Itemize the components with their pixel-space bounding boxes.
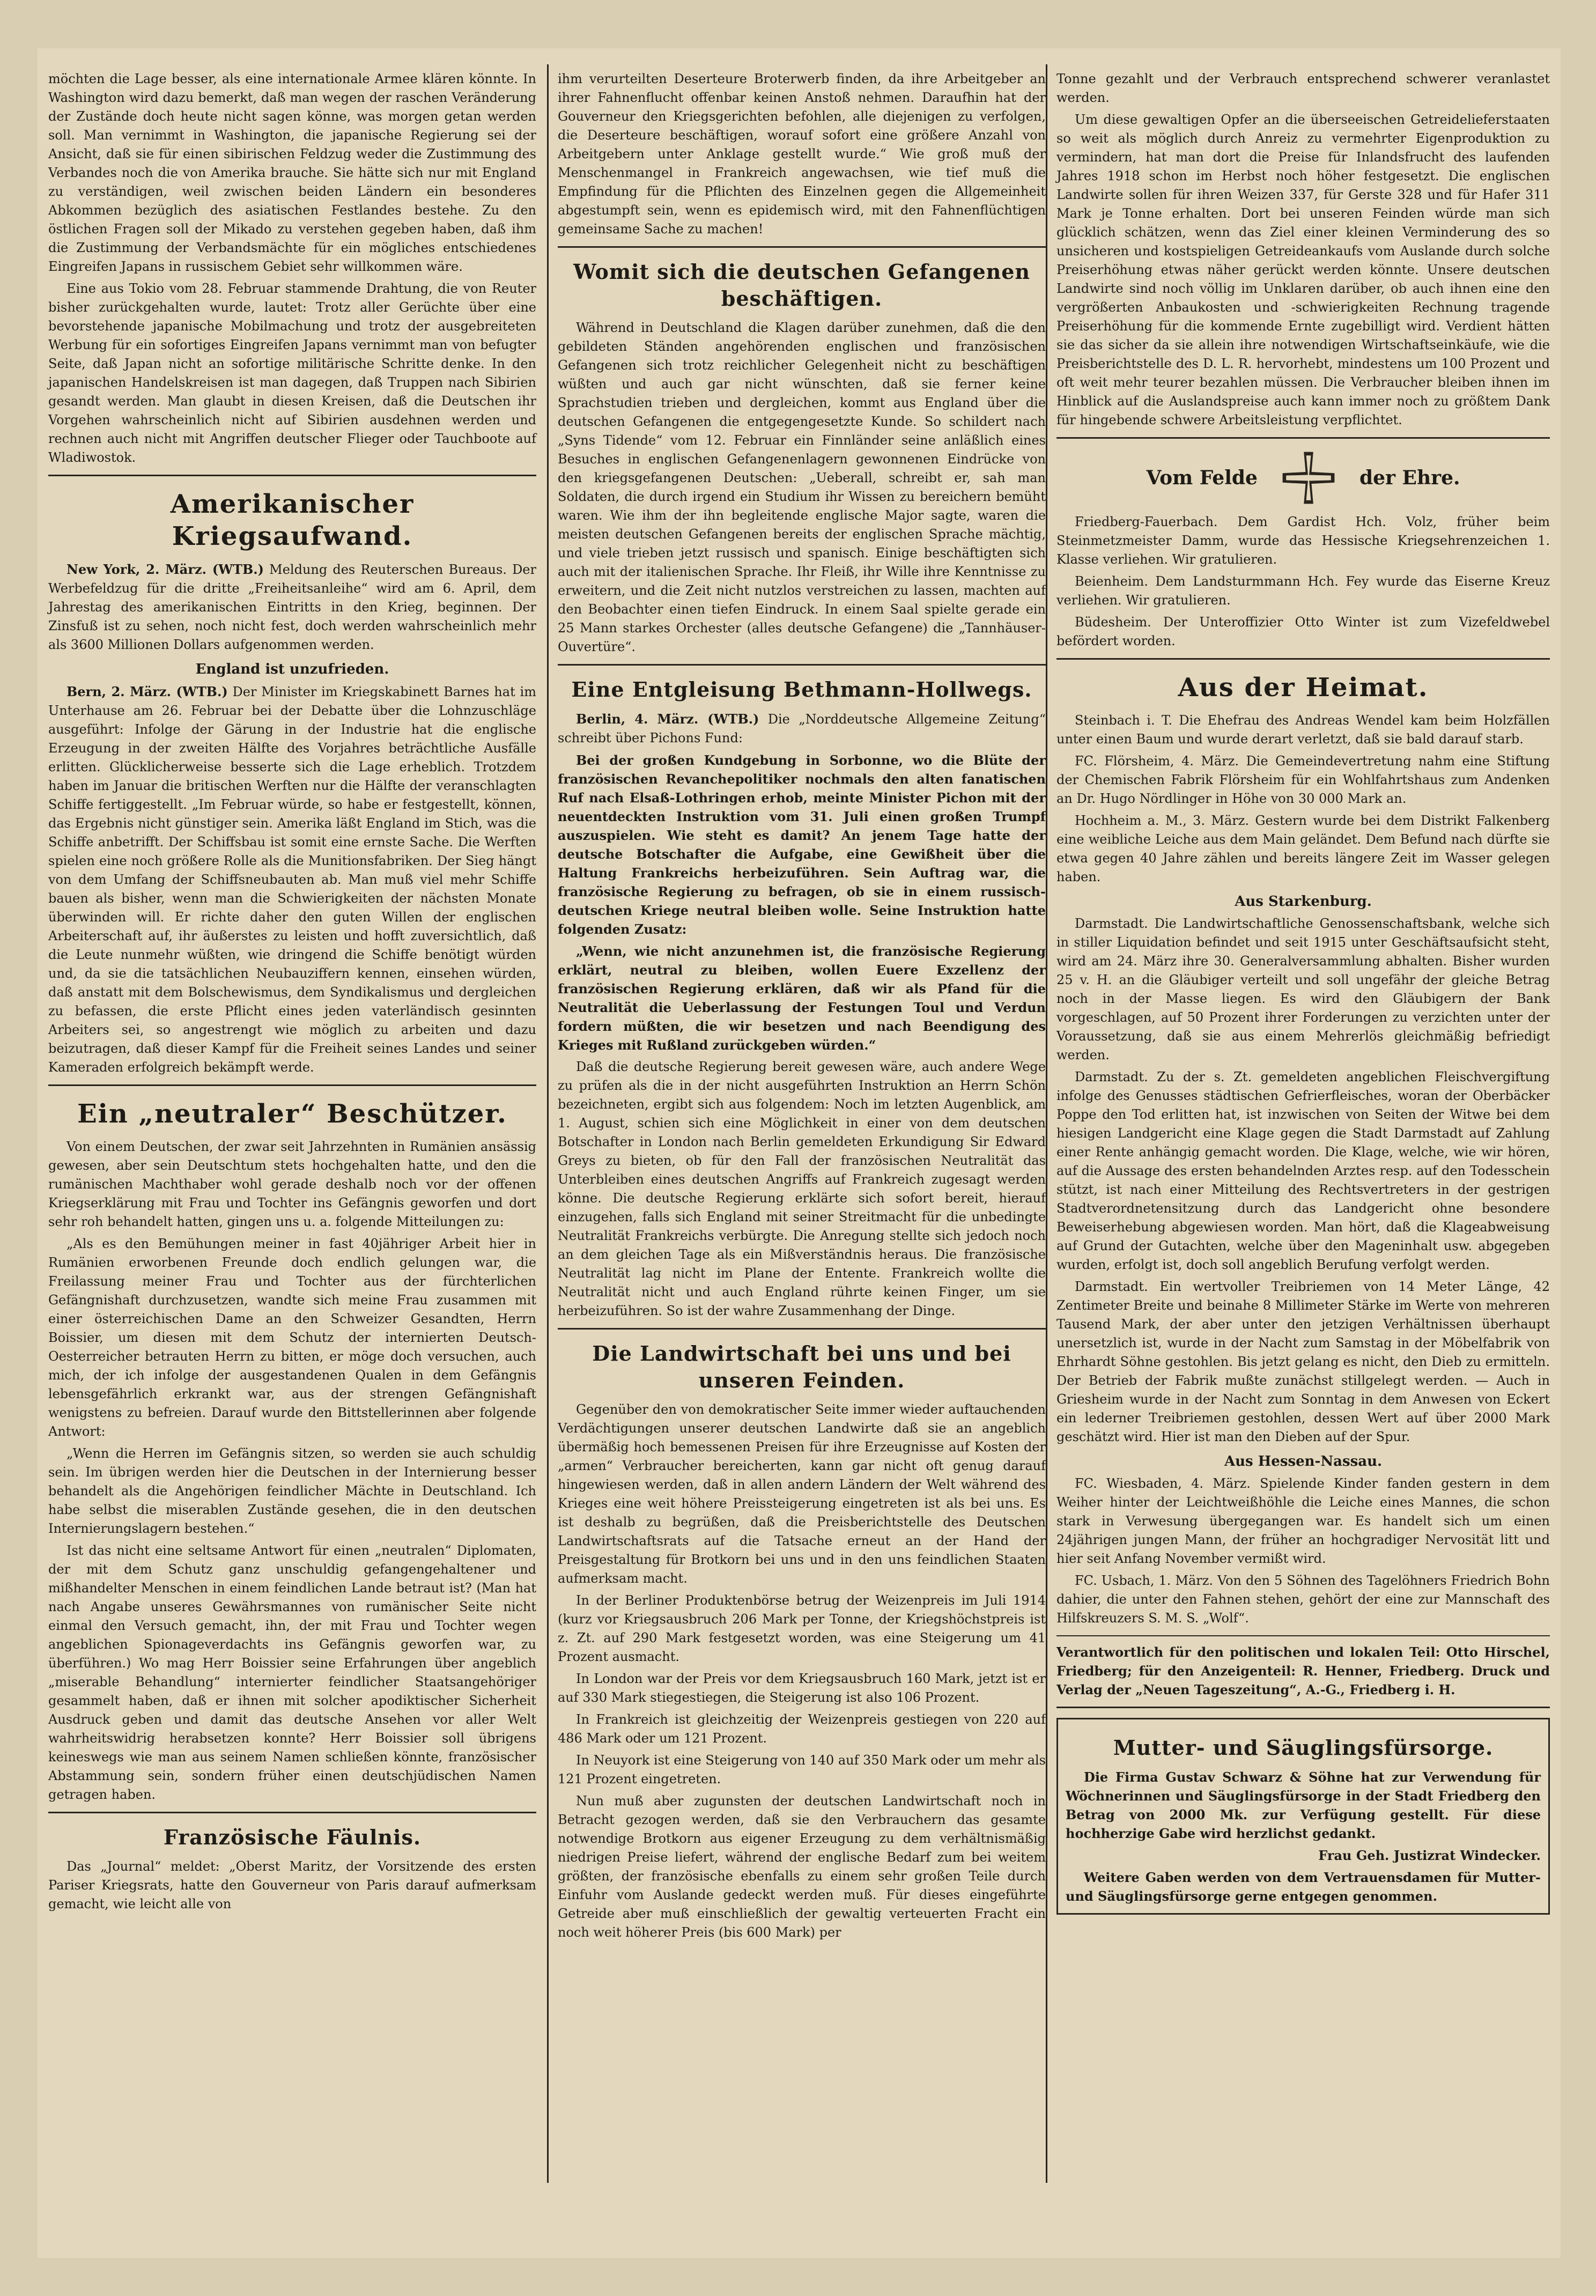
notice-headline: Mutter- und Säuglingsfürsorge. <box>1113 1736 1494 1760</box>
article-paragraph: Gegenüber den von demokratischer Seite immer wieder auftauchenden Verdächtigungen unserer deutschen Landwirte daß sie an angeblich übermäßig hoch bemessenen Preisen für ihre Erzeugnisse auf Kosten der „armen“ Verbraucher bereicherten, kann gar nicht oft genug darauf hingewiesen werden, daß in allen andern Ländern der Welt während des Krieges eine weit höhere Preissteigerung eingetreten ist als bei uns. Es ist deshalb zu begrüßen, daß die Preisberichtstelle des Deutschen Landwirtschaftsrats auf die Tatsache erneut an der Hand der Preisgestaltung für Brotkorn bei uns und in den uns feindlichen Staaten aufmerksam macht. <box>558 1402 1046 1586</box>
imprint: Verantwortlich für den politischen und lokalen Teil: Otto Hirschel, Friedberg; für den Anzeigenteil: R. Henner, Friedberg. Druck und Verlag der „Neuen Tageszeitung“, A.-G., Friedberg i. H. <box>1056 1644 1550 1697</box>
article-paragraph: Ist das nicht eine seltsame Antwort für einen „neutralen“ Diplomaten, der mit dem Schutz ganz unschuldig gefangengehaltener und mißhandelter Menschen in einem feindlichen Lande betraut ist? (Man hat nach Angabe unseres Gewährsmannes von rumänischer Seite nicht einmal den Versuch gemacht, ihn, der mit Frau und Tochter wegen angeblichen Spionageverdachts ins Gefängnis geworfen war, zu überführen.) Wo mag Herr Boissier seine Erfahrungen über angeblich „miserable Behandlung“ internierter feindlicher Staatsangehöriger gesammelt haben, daß er ihnen mit solcher apodiktischer Sicherheit Ausdruck geben und damit das deutsche Ansehen vor aller Welt wahrheitswidrig herabsetzen konnte? Herr Boissier soll übrigens keineswegs wie man aus seinem Namen schließen könnte, französischer Abstammung sein, sondern früher einen deutschjüdischen Namen getragen haben. <box>48 1543 536 1802</box>
dateline: New York, 2. März. (WTB.) <box>66 562 264 577</box>
notice-closing: Weitere Gaben werden von dem Vertrauensdamen für Mutter- und Säuglingsfürsorge gerne entgegen genommen. <box>1066 1870 1541 1904</box>
column-3 <box>1056 70 1550 1924</box>
notice-box <box>1056 1718 1550 1915</box>
divider <box>48 1812 536 1813</box>
news-item: Steinbach i. T. Die Ehefrau des Andreas Wendel kam beim Holzfällen unter einen Baum und wurde derart verletzt, daß sie bald darauf starb. <box>1056 713 1550 747</box>
article-headline: Amerikanischer Kriegsaufwand. <box>170 489 415 551</box>
article-text: Die „Norddeutsche Allgemeine Zeitung“ schreibt über Pichons Fund: <box>558 712 1046 745</box>
section-subheadline: Aus Hessen-Nassau. <box>1224 1453 1383 1470</box>
news-item: FC. Usbach, 1. März. Von den 5 Söhnen des Tagelöhners Friedrich Bohn dahier, die unter den Fahnen stehen, gehört der eine zur Mannschaft des Hilfskreuzers S. M. S. „Wolf“. <box>1056 1573 1550 1626</box>
divider <box>558 246 1046 248</box>
article-paragraph: In London war der Preis vor dem Kriegsausbruch 160 Mark, jetzt ist er auf 330 Mark stiegestiegen, die Steigerung ist also 106 Prozent. <box>558 1671 1046 1705</box>
dateline: Bern, 2. März. (WTB.) <box>66 684 228 699</box>
notice-signature: Frau Geh. Justizrat Windecker. <box>1318 1848 1541 1863</box>
column-divider <box>547 64 549 2183</box>
article-paragraph: Während in Deutschland die Klagen darüber zunehmen, daß die den gebildeten Ständen angehörenden englischen und französischen Gefangenen sich trotz reichlicher Gelegenheit nicht zu beschäftigen wüßten und auch gar nicht wünschten, daß sie ferner keine Sprachstudien trieben und dergleichen, kommt aus England über die deutschen Gefangenen die entgegengesetzte Kunde. So schildert nach „Syns Tidende“ vom 12. Februar ein Finnländer seine anläßlich eines Besuches in englischen Gefangenenlagern gewonnenen Eindrücke von den kriegsgefangenen Deutschen: „Ueberall, schreibt er, sah man Soldaten, die durch irgend ein Studium ihr Wissen zu bereichern bemüht waren. Wie ihm der ihn begleitende englische Major sagte, waren die meisten deutschen Gefangenen bereits der englischen Sprache mächtig, und viele trieben jetzt russisch und spanisch. Einige beschäftigten sich auch mit der italienischen Sprache. Ihr Fleiß, ihr Wille ihre Kenntnisse zu erweitern, und die Zeit nicht nutzlos verstreichen zu lassen, machten auf den Beobachter einen tiefen Eindruck. In einem Saal spielte gerade ein 25 Mann starkes Orchester (alles deutsche Gefangene) die „Tannhäuser-Ouvertüre“. <box>558 320 1046 654</box>
newspaper-page <box>38 48 1561 2258</box>
divider <box>48 1084 536 1086</box>
divider <box>1056 1707 1550 1708</box>
news-item: Büdesheim. Der Unteroffizier Otto Winter ist zum Vizefeldwebel befördert worden. <box>1056 615 1550 648</box>
dateline: Berlin, 4. März. (WTB.) <box>576 711 759 727</box>
article-quote: „Wenn, wie nicht anzunehmen ist, die französische Regierung erklärt, neutral zu bleiben, wollen Euere Exzellenz der französischen Regierung erklären, daß wir als Pfand für die Neutralität die Ueberlassung der Festungen Toul und Verdun fordern müßten, die wir besetzen und nach Beendigung des Krieges mit Rußland zurückgeben würden.“ <box>558 943 1046 1053</box>
article-paragraph: Tonne gezahlt und der Verbrauch entsprechend schwerer veranlastet werden. <box>1056 71 1550 105</box>
section-header-vom-felde <box>1056 448 1550 507</box>
notice-text: Die Firma Gustav Schwarz & Söhne hat zur Verwendung für Wöchnerinnen und Säuglingsfürsorge in der Stadt Friedberg den Betrag von 2000 Mk. zur Verfügung gestellt. Für diese hochherzige Gabe wird herzlichst gedankt. <box>1066 1769 1541 1841</box>
news-item: Beienheim. Dem Landsturmmann Hch. Fey wurde das Eiserne Kreuz verliehen. Wir gratulieren. <box>1056 574 1550 608</box>
column-2 <box>558 70 1046 1945</box>
article-paragraph: Von einem Deutschen, der zwar seit Jahrzehnten in Rumänien ansässig gewesen, aber sein Deutschtum stets hochgehalten hatte, und den die rumänischen Machthaber wohl gerade deshalb noch vor der offenen Kriegserklärung mit Frau und Tochter ins Gefängnis geworfen und dort sehr roh behandelt hatten, gingen uns u. a. folgende Mitteilungen zu: <box>48 1139 536 1229</box>
news-item: Darmstadt. Die Landwirtschaftliche Genossenschaftsbank, welche sich in stiller Liquidation befindet und seit 1915 unter Geschäftsaufsicht steht, wird am 24. März ihre 30. Generalversammlung abhalten. Bisher wurden 25 v. H. an die Gläubiger verteilt und soll ungefähr der gleiche Betrag noch in der Masse liegen. Es wird den Gläubigern der Bank vorgeschlagen, auf 50 Prozent ihrer Forderungen zu verzichten unter der Voraussetzung, daß sie aus einem Mehrerlös gleichmäßig befriedigt werden. <box>1056 916 1550 1062</box>
article-headline: Ein „neutraler“ Beschützer. <box>77 1099 507 1129</box>
iron-cross-icon <box>1279 448 1338 507</box>
article-text: Meldung des Reuterschen Bureaus. Der Werbefeldzug für die dritte „Freiheitsanleihe“ wird am 6. April, dem Jahrestag des amerikanischen Eintritts in den Krieg, beginnen. Der Zinsfuß ist zu sehen, noch nicht fest, doch werden wahrscheinlich mehr als 3600 Millionen Dollars aufgenommen werden. <box>48 562 536 652</box>
news-item: Darmstadt. Ein wertvoller Treibriemen von 14 Meter Länge, 42 Zentimeter Breite und beinahe 8 Millimeter Stärke im Werte von mehreren Tausend Mark, der aber unter den jetzigen Verhältnissen überhaupt unersetzlich ist, wurde in der Nacht zum Samstag in der Möbelfabrik von Ehrhardt Söhne gestohlen. Bis jetzt gelang es nicht, den Dieb zu ermitteln. Der Betrieb der Fabrik mußte zunächst stillgelegt werden. — Auch in Griesheim wurde in der Nacht zum Sonntag in dem Anwesen von Eckert ein lederner Treibriemen gestohlen, dessen Wert auf über 2000 Mark geschätzt wird. Hier ist man den Dieben auf der Spur. <box>1056 1279 1550 1444</box>
news-item: FC. Wiesbaden, 4. März. Spielende Kinder fanden gestern in dem Weiher hinter der Leichtweißhöhle die Leiche eines Mannes, die schon stark in Verwesung übergegangen war. Es handelt sich um einen 24jährigen jungen Mann, der früher an hochgradiger Nervosität litt und hier seit Anfang November vermißt wird. <box>1056 1476 1550 1566</box>
article-paragraph: Daß die deutsche Regierung bereit gewesen wäre, auch andere Wege zu prüfen als die in der nicht ausgeführten Instruktion an Herrn Schön bezeichneten, ergibt sich aus folgendem: Noch im letzten Augenblick, am 1. August, schien sich eine Möglichkeit in einer von dem deutschen Botschafter in London nach Berlin gemeldeten Erkundigung Sir Edward Greys zu bieten, ob für den Fall der französischen Neutralität das Unterbleiben eines deutschen Angriffs auf Frankreich zugesagt werden könne. Die deutsche Regierung erklärte sich sofort bereit, hierauf einzugehen, falls sich England mit seiner Streitmacht für die unbedingte Neutralität Frankreichs verbürgte. Die Anregung stellte sich jedoch noch an dem gleichen Tage als ein Mißverständnis heraus. Die französische Neutralität lag nicht im Plane der Entente. Frankreich wollte die Neutralität nicht und auch England rührte keinen Finger, um sie herbeizuführen. So ist der wahre Zusammenhang der Dinge. <box>558 1059 1046 1318</box>
article-subheadline: England ist unzufrieden. <box>195 661 389 677</box>
divider <box>558 664 1046 666</box>
news-item: FC. Flörsheim, 4. März. Die Gemeindevertretung nahm eine Stiftung der Chemischen Fabrik Flörsheim für ein Wohlfahrtshaus zum Andenken an Dr. Hugo Nördlinger in Höhe von 30 000 Mark an. <box>1056 754 1550 806</box>
article-paragraph: In der Berliner Produktenbörse betrug der Weizenpreis im Juli 1914 (kurz vor Kriegsausbruch 206 Mark per Tonne, der Kriegshöchstpreis ist z. Zt. auf 290 Mark festgesetzt worden, was eine Steigerung um 41 Prozent ausmacht. <box>558 1593 1046 1664</box>
divider <box>558 1328 1046 1330</box>
article-paragraph: möchten die Lage besser, als eine internationale Armee klären könnte. In Washington wird dazu bemerkt, daß man wegen der raschen Veränderung der Zustände doch heute nicht sagen könne, was morgen getan werden soll. Man vernimmt in Washington, die japanische Regierung sei der Ansicht, daß sie für einen sibirischen Feldzug weder die Zustimmung des Verbandes noch die von Amerika brauche. Sie hätte sich nur mit England zu verständigen, weil zwischen beiden Ländern ein besonderes Abkommen bezüglich des asiatischen Festlandes bestehe. Zu den östlichen Fragen soll der Mikado zu verstehen gegeben haben, daß ihm die Zustimmung der Verbandsmächte für ein mögliches entschiedenes Eingreifen Japans in russischem Gebiet sehr willkommen wäre. <box>48 71 536 274</box>
section-title-right: der Ehre. <box>1359 466 1460 489</box>
article-headline: Französische Fäulnis. <box>163 1825 422 1849</box>
article-headline: Die Landwirtschaft bei uns und bei unseren Feinden. <box>592 1341 1011 1392</box>
column-divider <box>1046 64 1047 2183</box>
article-paragraph: In Neuyork ist eine Steigerung von 140 auf 350 Mark oder um mehr als 121 Prozent eingetreten. <box>558 1753 1046 1786</box>
news-item: Hochheim a. M., 3. März. Gestern wurde bei dem Distrikt Falkenberg eine weibliche Leiche aus dem Main geländet. Dem Befund nach dürfte sie etwa gegen 40 Jahre zählen und bereits längere Zeit im Wasser gelegen haben. <box>1056 813 1550 884</box>
article-paragraph: Bei der großen Kundgebung in Sorbonne, wo die Blüte der französischen Revanchepolitiker nochmals den alten fanatischen Ruf nach Elsaß-Lothringen erhob, meinte Minister Pichon mit der neuentdeckten Instruktion vom 31. Juli einen großen Trumpf auszuspielen. Wie steht es damit? An jenem Tage hatte der deutsche Botschafter die Aufgabe, eine Gewißheit über die Haltung Frankreichs herbeizuführen. Sein Auftrag war, die französische Regierung zu befragen, ob sie in einem russisch-deutschen Kriege neutral bleiben wolle. Seine Instruktion hatte folgenden Zusatz: <box>558 752 1046 937</box>
article-paragraph: In Frankreich ist gleichzeitig der Weizenpreis gestiegen von 220 auf 486 Mark oder um 121 Prozent. <box>558 1712 1046 1746</box>
divider <box>1056 1635 1550 1636</box>
section-subheadline: Aus Starkenburg. <box>1235 894 1372 910</box>
article-text: Der Minister im Kriegskabinett Barnes hat im Unterhause am 26. Februar bei der Debatte über die Lohnzuschläge ausgeführt: Infolge der Gärung in der Industrie hat die englische Erzeugung in der zweiten Hälfte des Vorjahres beträchtliche Ausfälle erlitten. Glücklicherweise besserte sich die Lage erheblich. Trotzdem haben im Januar die britischen Werften nur die Hälfte der veranschlagten Schiffe fertiggestellt. „Im Februar würde, so habe er festgestellt, können, das Ergebnis nicht günstiger sein. Amerika läßt England im Stich, was die Schiffe anbetrifft. Der Schiffsbau ist somit eine ernste Sache. Die Werften spielen eine noch größere Rolle als die Munitionsfabriken. Der Sieg hängt von dem Umfang der Schiffsneubauten ab. Man muß viel mehr Schiffe bauen als bisher, wenn man die Schwierigkeiten der nächsten Monate überwinden will. Er richte daher den guten Willen der englischen Arbeiterschaft auf, ihr äußerstes zu leisten und hofft zuversichtlich, daß die Leute nunmehr wüßten, wie dringend die Schiffe benötigt würden und, da sie die tatsächlichen Neubauziffern kennen, einsehen würden, daß anstatt mit dem Bolschewismus, dem Syndikalismus und dergleichen zu befassen, die erste Pflicht eines jeden vaterländisch gesinnten Arbeiters sei, so angestrengt wie möglich zu arbeiten und dazu beizutragen, daß dieser Kampf für die Freiheit seines Landes und seiner Kameraden erfolgreich bekämpft werde. <box>48 684 536 1075</box>
section-headline: Aus der Heimat. <box>1178 673 1429 703</box>
article-paragraph: Das „Journal“ meldet: „Oberst Maritz, der Vorsitzende des ersten Pariser Kriegsrats, hatte den Gouverneur von Paris darauf aufmerksam gemacht, wie leicht alle von <box>48 1859 536 1911</box>
divider <box>1056 437 1550 439</box>
article-paragraph: „Wenn die Herren im Gefängnis sitzen, so werden sie auch schuldig sein. Im übrigen werden hier die Deutschen in der Internierung besser behandelt als die Angehörigen feindlicher Mächte in Deutschland. Ich habe selbst die miserablen Zustände gesehen, die in den deutschen Internierungslagern bestehen.“ <box>48 1446 536 1536</box>
divider <box>1056 658 1550 660</box>
divider <box>48 475 536 476</box>
article-paragraph: Eine aus Tokio vom 28. Februar stammende Drahtung, die von Reuter bisher zurückgehalten wurde, lautet: Trotz aller Gerüchte über eine bevorstehende japanische Mobilmachung und trotz der ausgebreiteten Werbung für ein sofortiges Eingreifen Japans vernimmt man von befugter Seite, daß Japan nicht an sofortige militärische Schritte denke. In den japanischen Handelskreisen ist man dagegen, daß Truppen nach Sibirien gesandt werden. Man glaubt in diesen Kreisen, daß die Deutschen ihr Vorgehen wahrscheinlich nicht auf Sibirien ausdehnen werden und rechnen auch nicht mit Angriffen deutscher Flieger oder Tauchboote auf Wladiwostok. <box>48 281 536 465</box>
article-paragraph: Um diese gewaltigen Opfer an die überseeischen Getreidelieferstaaten so weit als möglich durch Anreiz zu vermehrter Eigenproduktion zu vermindern, hat man dort die Preise für Inlandsfrucht des laufenden Jahres 1918 schon im Herbst noch höher festgesetzt. Die englischen Landwirte sollen für ihren Weizen 337, für Gerste 328 und für Hafer 311 Mark je Tonne erhalten. Dort bei unseren Feinden würde man sich glücklich schätzen, wenn das Ziel einer kleinen Verminderung des so unsicheren und kostspieligen Getreideankaufs vom Auslande durch solche Preiserhöhung etwas näher gerückt werden könnte. Unsere deutschen Landwirte sind noch völlig im Unklaren darüber, ob auch ihnen eine den vergrößerten Anbaukosten und -schwierigkeiten Rechnung tragende Preiserhöhung für die kommende Ernte zugebilligt wird. Verdient hätten sie das sicher da sie allein ihre notwendigen Wirtschaftseinkäufe, wie die Preisberichtstelle des D. L. R. hervorhebt, mindestens um 100 Prozent und oft weit mehr teurer bezahlen müssen. Die Verbraucher bleiben ihnen im Hinblick auf die Auslandspreise auch kann immer noch zu größtem Dank für hingebende schwere Arbeitsleistung verpflichtet. <box>1056 112 1550 427</box>
section-title-left: Vom Felde <box>1146 466 1258 489</box>
news-item: Friedberg-Fauerbach. Dem Gardist Hch. Volz, früher beim Steinmetzmeister Damm, wurde das Hessische Kriegsehrenzeichen 1. Klasse verliehen. Wir gratulieren. <box>1056 514 1550 567</box>
article-paragraph: „Als es den Bemühungen meiner in fast 40jähriger Arbeit hier in Rumänien erworbenen Freunde doch endlich gelungen war, die Freilassung meiner Frau und Tochter aus der fürchterlichen Gefängnishaft durchzusetzen, wandte sich meine Frau zusammen mit einer österreichischen Dame an den Schweizer Gesandten, Herrn Boissier, um diesen mit dem Schutz der internierten Deutsch-Oesterreicher betrauten Herrn zu bitten, er möge doch versuchen, auch mich, der ich infolge der ausgestandenen Qualen in dem Gefängnis lebensgefährlich erkrankt war, aus der strengen Gefängnishaft wenigstens zu befreien. Darauf wurde den Bittstellerinnen aber folgende Antwort: <box>48 1236 536 1439</box>
article-headline: Womit sich die deutschen Gefangenen beschäftigen. <box>573 260 1031 311</box>
news-item: Darmstadt. Zu der s. Zt. gemeldeten angeblichen Fleischvergiftung infolge des Genusses städtischen Gefrierfleisches, woran der Oberbäcker Poppe den Tod erlitten hat, ist inzwischen von Seiten der Witwe bei dem hiesigen Landgericht eine Klage gegen die Stadt Darmstadt auf Zahlung einer Rente anhängig gemacht worden. Die Klage, welche, wie wir hören, auf die Aussage des ersten behandelnden Arztes resp. auf den Todesschein stützt, ist nach einer Mitteilung des Rechtsvertreters in der gestrigen Stadtverordnetensitzung durch das Landgericht ohne besondere Beweiserhebung abgewiesen worden. Man hört, daß die Klageabweisung auf Grund der Gutachten, welche über den Mageninhalt usw. abgegeben wurden, erfolgt ist, doch soll angeblich Berufung verfolgt werden. <box>1056 1069 1550 1272</box>
article-paragraph: ihm verurteilten Deserteure Broterwerb finden, da ihre Arbeitgeber an ihrer Fahnenflucht offenbar keinen Anstoß nehmen. Daraufhin hat der Gouverneur den Kriegsgerichten befohlen, alle diejenigen zu verfolgen, die Deserteure beschäftigen, worauf sofort eine größere Anzahl von Arbeitgebern unter Anklage gestellt wurde.“ Wie groß muß der Menschenmangel in Frankreich angewachsen, wie tief muß die Empfindung für die Pflichten des Einzelnen gegen die Allgemeinheit abgestumpft sein, wenn es epidemisch wird, mit den Fahnenflüchtigen gemeinsame Sache zu machen! <box>558 71 1046 237</box>
article-headline: Eine Entgleisung Bethmann-Hollwegs. <box>571 677 1032 702</box>
column-1 <box>48 70 536 1917</box>
article-paragraph: Nun muß aber zugunsten der deutschen Landwirtschaft noch in Betracht gezogen werden, daß sie den Verbrauchern das gesamte notwendige Brotkorn aus eigener Erzeugung zu dem verhältnismäßig niedrigen Preise liefert, während der englische Bedarf zum bei weitem größten, der französische ebenfalls zu einem sehr großen Teile durch Einfuhr vom Auslande gedeckt werden muß. Für dieses eingeführte Getreide aber muß einschließlich der gewaltig verteuerten Fracht ein noch weit höherer Preis (bis 600 Mark) per <box>558 1793 1046 1940</box>
